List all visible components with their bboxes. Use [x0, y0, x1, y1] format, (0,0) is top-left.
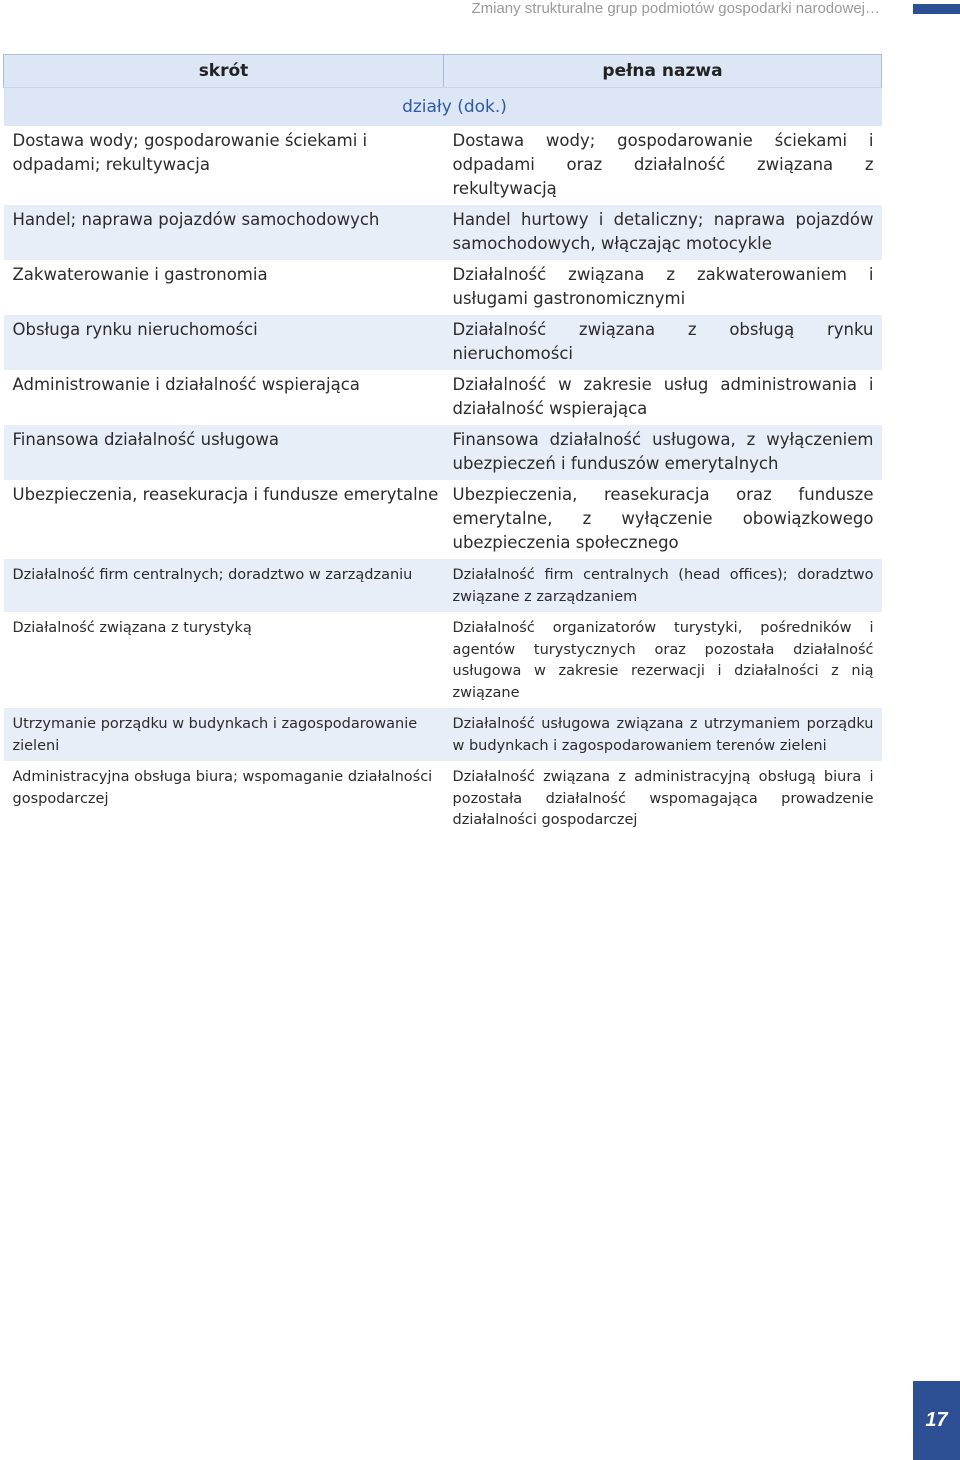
table-row	[4, 761, 882, 836]
row-full-name: Działalność związana z administracyjną obsługą biura i pozostała działalność wspomagająca prowadzenie działalności gospodarczej	[452, 769, 874, 828]
row-full-name: Działalność związana z zakwaterowaniem i usługami gastronomicznymi	[452, 265, 874, 308]
table-row	[4, 126, 882, 205]
table-header-row	[4, 55, 882, 88]
table-row	[4, 370, 882, 425]
row-full-name: Handel hurtowy i detaliczny; naprawa pojazdów samochodowych, włączając motocykle	[444, 205, 882, 260]
row-short-name: Obsługa rynku nieruchomości	[4, 315, 444, 370]
row-short-name: Działalność związana z turystyką	[12, 620, 252, 636]
row-short-name: Działalność firm centralnych; doradztwo w zarządzaniu	[4, 559, 444, 612]
classification-table	[3, 54, 882, 836]
row-short-name: Ubezpieczenia, reasekuracja i fundusze emerytalne	[12, 485, 439, 504]
table-row	[4, 612, 882, 708]
section-label-text: działy (dok.)	[402, 97, 507, 117]
section-row	[4, 88, 882, 127]
header-accent-bar	[913, 4, 960, 14]
table-row	[4, 425, 882, 480]
row-full-name: Działalność organizatorów turystyki, pośredników i agentów turystycznych oraz pozostała działalność usługowa w zakresie rezerwacji i działalności z nią związane	[452, 620, 874, 701]
row-full-name: Działalność związana z obsługą rynku nieruchomości	[444, 315, 882, 370]
table-row	[4, 480, 882, 559]
running-title: Zmiany strukturalne grup podmiotów gospodarki narodowej…	[471, 0, 880, 17]
row-short-name: Handel; naprawa pojazdów samochodowych	[4, 205, 444, 260]
table-row	[4, 260, 882, 315]
table-row	[4, 315, 882, 370]
table-row	[4, 559, 882, 612]
row-short-name: Zakwaterowanie i gastronomia	[12, 265, 268, 284]
row-full-name: Działalność usługowa związana z utrzymaniem porządku w budynkach i zagospodarowaniem terenów zieleni	[444, 708, 882, 761]
row-full-name: Finansowa działalność usługowa, z wyłączeniem ubezpieczeń i funduszów emerytalnych	[444, 425, 882, 480]
section-label	[4, 88, 882, 127]
row-short-name: Administracyjna obsługa biura; wspomaganie działalności gospodarczej	[12, 769, 433, 807]
page-number-badge	[913, 1381, 960, 1460]
row-full-name: Ubezpieczenia, reasekuracja oraz fundusze emerytalne, z wyłączenie obowiązkowego ubezpieczenia społecznego	[452, 485, 874, 552]
table-row	[4, 708, 882, 761]
row-full-name: Dostawa wody; gospodarowanie ściekami i odpadami oraz działalność związana z rekultywacją	[452, 131, 874, 198]
column-header-short: skrót	[4, 55, 444, 88]
row-short-name: Dostawa wody; gospodarowanie ściekami i odpadami; rekultywacja	[12, 131, 368, 174]
column-header-full: pełna nazwa	[444, 55, 882, 88]
page-number: 17	[925, 1409, 948, 1431]
row-short-name: Administrowanie i działalność wspierająca	[12, 375, 360, 394]
row-short-name: Utrzymanie porządku w budynkach i zagospodarowanie zieleni	[4, 708, 444, 761]
row-full-name: Działalność firm centralnych (head offices); doradztwo związane z zarządzaniem	[444, 559, 882, 612]
row-full-name: Działalność w zakresie usług administrowania i działalność wspierająca	[452, 375, 874, 418]
row-short-name: Finansowa działalność usługowa	[4, 425, 444, 480]
table-row	[4, 205, 882, 260]
